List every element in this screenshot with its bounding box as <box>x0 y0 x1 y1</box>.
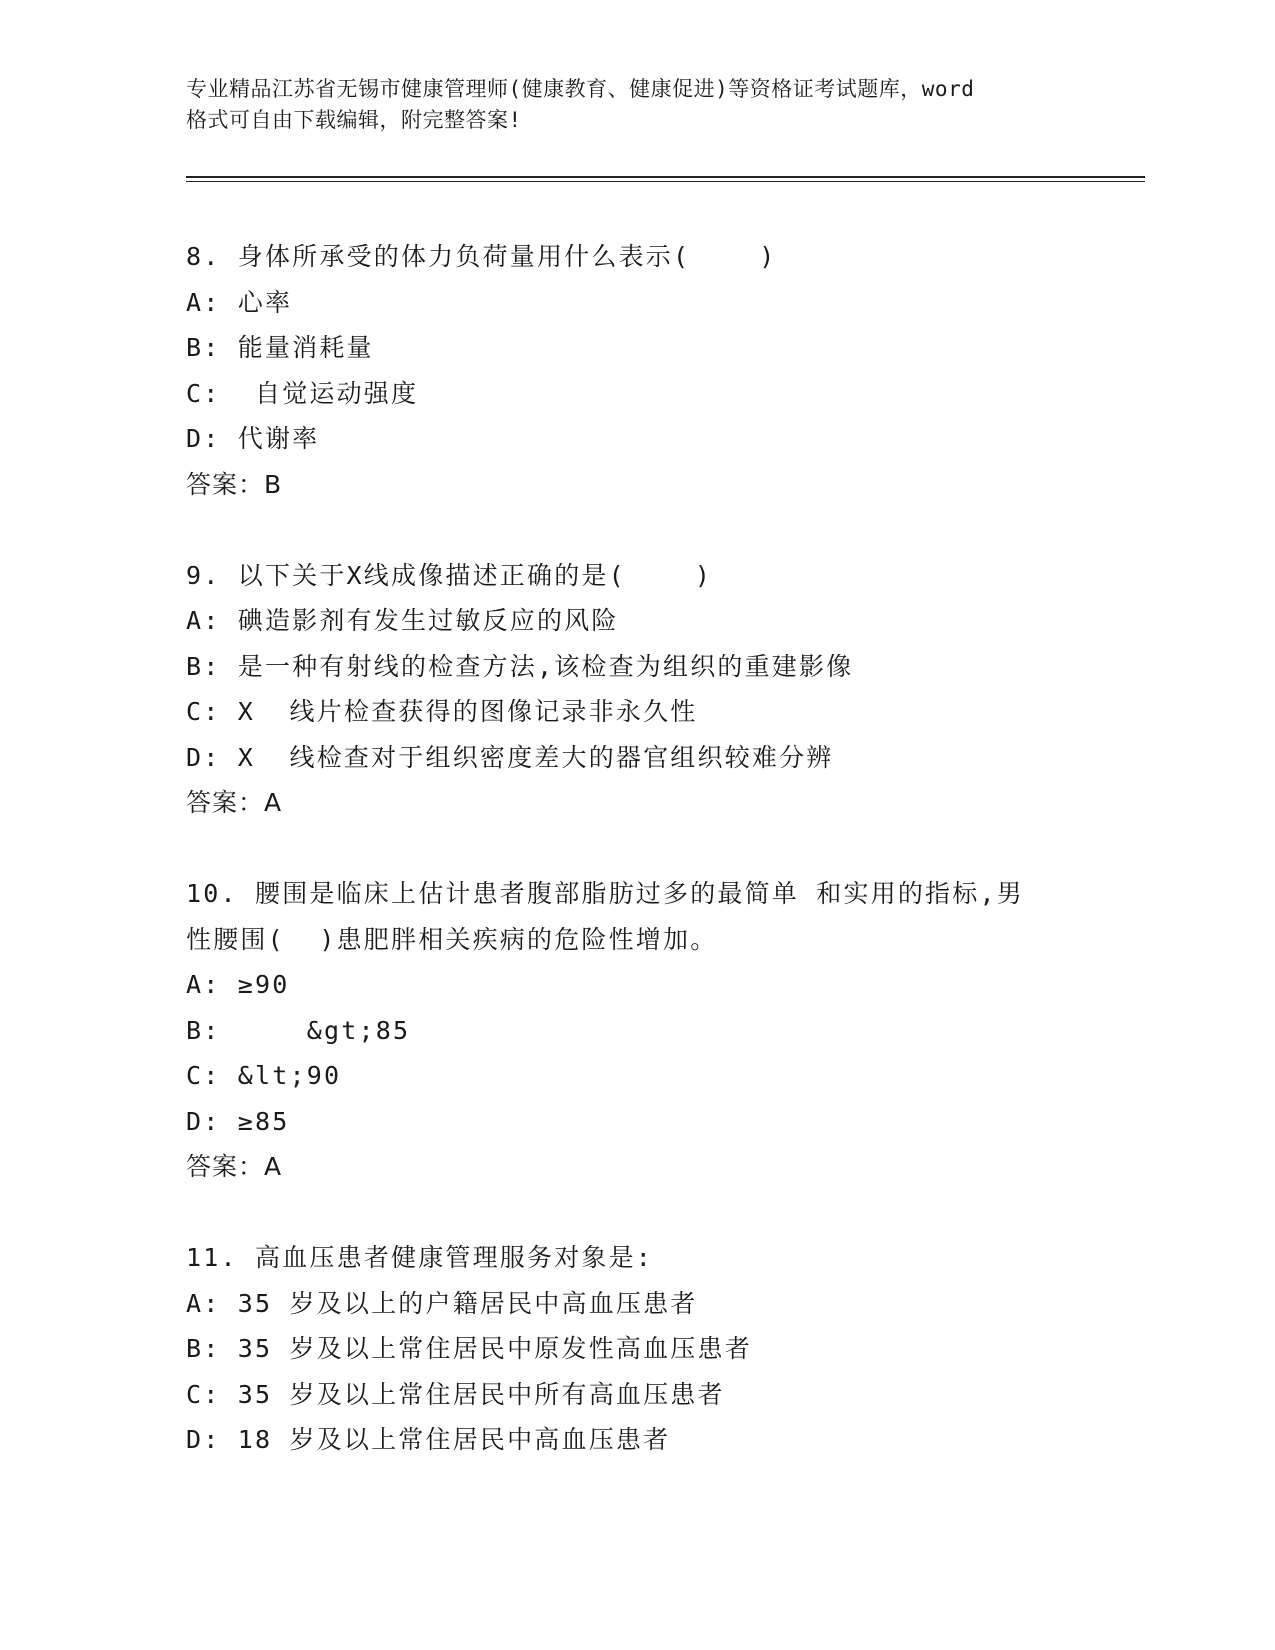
question-stem-continued: 性腰围( )患肥胖相关疾病的危险性增加。 <box>186 924 718 954</box>
question-gap <box>186 826 1136 872</box>
option-c: C: &lt;90 <box>186 1061 342 1090</box>
question-9 <box>186 553 1136 826</box>
option-d: D: X 线检查对于组织密度差大的器官组织较难分辨 <box>186 742 834 772</box>
question-list <box>186 234 1136 1463</box>
header-line-1: 专业精品江苏省无锡市健康管理师(健康教育、健康促进)等资格证考试题库，word <box>186 77 975 101</box>
option-b: B: 能量消耗量 <box>186 333 374 362</box>
option-c: C: 自觉运动强度 <box>186 378 419 408</box>
question-stem: 10. 腰围是临床上估计患者腹部脂肪过多的最简单 和实用的指标,男 <box>186 879 1024 908</box>
option-a: A: ≥90 <box>186 970 290 999</box>
header-divider-thin <box>186 181 1145 182</box>
answer-line: 答案：B <box>186 469 283 499</box>
question-10 <box>186 871 1136 1190</box>
question-8 <box>186 234 1136 507</box>
option-d: D: ≥85 <box>186 1106 290 1136</box>
document-header <box>186 74 1086 136</box>
option-b: B: 是一种有射线的检查方法,该检查为组织的重建影像 <box>186 651 854 681</box>
option-a: A: 35 岁及以上的户籍居民中高血压患者 <box>186 1288 698 1318</box>
option-b: B: 35 岁及以上常住居民中原发性高血压患者 <box>186 1334 752 1363</box>
option-c: C: X 线片检查获得的图像记录非永久性 <box>186 697 698 726</box>
option-d: D: 代谢率 <box>186 424 320 453</box>
question-stem: 11. 高血压患者健康管理服务对象是: <box>186 1243 654 1272</box>
header-divider-thick <box>186 176 1145 178</box>
question-gap <box>186 1190 1136 1236</box>
option-c: C: 35 岁及以上常住居民中所有高血压患者 <box>186 1379 725 1409</box>
header-line-2: 格式可自由下载编辑，附完整答案! <box>186 108 522 132</box>
option-d: D: 18 岁及以上常住居民中高血压患者 <box>186 1425 671 1454</box>
question-gap <box>186 507 1136 553</box>
option-a: A: 心率 <box>186 287 293 317</box>
question-stem: 8. 身体所承受的体力负荷量用什么表示( ) <box>186 242 777 271</box>
question-stem: 9. 以下关于X线成像描述正确的是( ) <box>186 560 713 590</box>
question-11 <box>186 1235 1136 1463</box>
option-b: B: &gt;85 <box>186 1015 411 1045</box>
answer-line: 答案：A <box>186 1152 283 1181</box>
option-a: A: 碘造影剂有发生过敏反应的风险 <box>186 606 619 635</box>
answer-line: 答案：A <box>186 788 283 817</box>
